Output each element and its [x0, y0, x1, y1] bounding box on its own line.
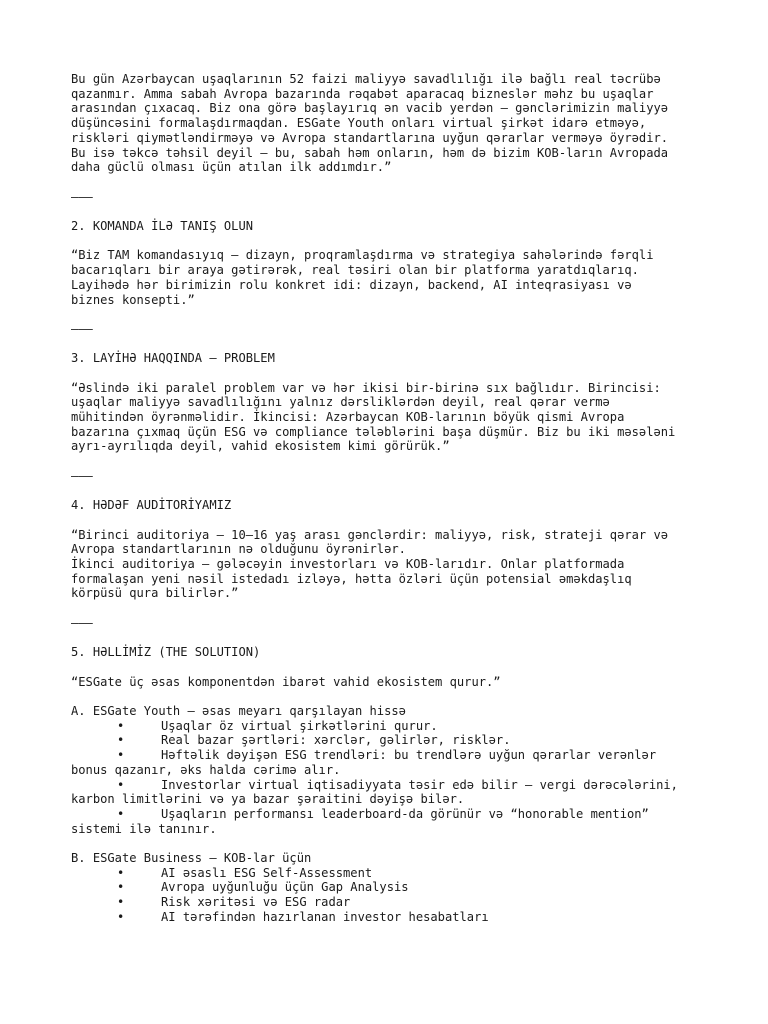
list-item-text: Risk xəritəsi və ESG radar: [161, 895, 351, 910]
text-line: formalaşan yeni nəsil istedadı izləyə, hətta özləri üçün potensial əməkdaşlıq: [71, 571, 632, 586]
text-line: qazanmır. Amma sabah Avropa bazarında rəqabət aparacaq bizneslər məhz bu uşaqlar: [71, 86, 654, 101]
text-line: daha güclü olması üçün atılan ilk addımdır.”: [71, 160, 392, 175]
list-item-text: AI əsaslı ESG Self-Assessment: [161, 865, 373, 880]
list-item: [71, 866, 711, 881]
subsection-title-youth: A. ESGate Youth — əsas meyarı qarşılayan hissə: [71, 704, 406, 719]
text-line: biznes konsepti.”: [71, 292, 195, 307]
list-item: [71, 807, 711, 822]
solution-lead: “ESGate üç əsas komponentdən ibarət vahid ekosistem qurur.”: [71, 674, 501, 689]
bullet-icon: •: [117, 880, 125, 895]
text-line: Avropa standartlarının nə olduğunu öyrənirlər.: [71, 542, 406, 557]
list-item-text: Həftəlik dəyişən ESG trendləri: bu trendlərə uyğun qərarlar verənlər: [161, 748, 657, 763]
youth-bullet-list: [71, 719, 711, 837]
bullet-icon: •: [117, 718, 125, 733]
section-divider: ———: [71, 468, 93, 483]
text-line: “Biz TAM komandasıyıq — dizayn, proqramlaşdırma və strategiya sahələrində fərqli: [71, 248, 654, 263]
text-line: “Əslində iki paralel problem var və hər ikisi bir-birinə sıx bağlıdır. Birincisi:: [71, 380, 661, 395]
text-line: riskləri qiymətləndirməyə və Avropa standartlarına uyğun qərarlar verməyə öyrədir.: [71, 130, 669, 145]
business-bullet-list: [71, 866, 711, 925]
text-line: düşüncəsini formalaşdırmaqdan. ESGate Youth onları virtual şirkət idarə etməyə,: [71, 116, 647, 131]
list-item-continuation: sistemi ilə tanınır.: [71, 821, 217, 836]
section-heading: 3. LAYİHƏ HAQQINDA – PROBLEM: [71, 351, 275, 366]
section-heading: 5. HƏLLİMİZ (THE SOLUTION): [71, 645, 261, 660]
text-line: Layihədə hər birimizin rolu konkret idi: dizayn, backend, AI inteqrasiyası və: [71, 277, 632, 292]
section-divider: ———: [71, 615, 93, 630]
section-heading: 2. KOMANDA İLƏ TANIŞ OLUN: [71, 219, 254, 233]
list-item: [71, 910, 711, 925]
list-item-text: Investorlar virtual iqtisadiyyata təsir edə bilir — vergi dərəcələrini,: [161, 777, 678, 792]
text-line: Bu gün Azərbaycan uşaqlarının 52 faizi maliyyə savadlılığı ilə bağlı real təcrübə: [71, 72, 661, 86]
bullet-icon: •: [117, 733, 125, 748]
list-item-continuation: karbon limitlərini və ya bazar şəraitini dəyişə bilər.: [71, 792, 465, 807]
text-line: bazarına çıxmaq üçün ESG və compliance tələblərini başa düşmür. Biz bu iki məsələni: [71, 424, 676, 439]
bullet-icon: •: [117, 865, 125, 880]
bullet-icon: •: [117, 806, 125, 821]
text-line: Bu isə təkcə təhsil deyil — bu, sabah həm onların, həm də bizim KOB-ların Avropada: [71, 145, 669, 160]
list-item-text: Avropa uyğunluğu üçün Gap Analysis: [161, 880, 409, 895]
text-line: bacarıqları bir araya gətirərək, real təsiri olan bir platforma yaratdıqlarıq.: [71, 263, 639, 278]
subsection-title-business: B. ESGate Business — KOB-lar üçün: [71, 851, 312, 866]
section-heading: 4. HƏDƏF AUDİTORİYAMIZ: [71, 498, 232, 513]
section-audience: [71, 498, 711, 601]
list-item-text: Uşaqların performansı leaderboard-da görünür və “honorable mention”: [161, 806, 649, 821]
bullet-icon: •: [117, 909, 125, 924]
section-problem: [71, 351, 711, 454]
list-item: [71, 719, 711, 734]
text-line: körpüsü qura bilirlər.”: [71, 586, 239, 601]
list-item: [71, 880, 711, 895]
list-item-text: Uşaqlar öz virtual şirkətlərini qurur.: [161, 718, 438, 733]
text-line: mühitindən öyrənməlidir. İkincisi: Azərbaycan KOB-larının böyük qismi Avropa: [71, 410, 625, 425]
list-item-continuation: bonus qazanır, əks halda cərimə alır.: [71, 762, 341, 777]
bullet-icon: •: [117, 748, 125, 763]
section-divider: ———: [71, 189, 93, 204]
list-item-text: Real bazar şərtləri: xərclər, gəlirlər, risklər.: [161, 733, 511, 748]
list-item: [71, 733, 711, 748]
intro-paragraph: [71, 72, 711, 175]
section-team: [71, 219, 711, 307]
list-item: [71, 778, 711, 793]
list-item: [71, 895, 711, 910]
list-item-text: AI tərəfindən hazırlanan investor hesabatları: [161, 909, 489, 924]
bullet-icon: •: [117, 777, 125, 792]
section-divider: ———: [71, 321, 93, 336]
text-line: “Birinci auditoriya — 10–16 yaş arası gənclərdir: maliyyə, risk, strateji qərar və: [71, 527, 669, 542]
text-line: arasından çıxacaq. Biz ona görə başlayırıq ən vacib yerdən — gənclərimizin maliyyə: [71, 101, 669, 116]
bullet-icon: •: [117, 895, 125, 910]
text-line: ayrı-ayrılıqda deyil, vahid ekosistem kimi görürük.”: [71, 439, 450, 454]
text-line: uşaqlar maliyyə savadlılığını yalnız dərsliklərdən deyil, real qərar vermə: [71, 395, 610, 410]
text-line: İkinci auditoriya — gələcəyin investorları və KOB-larıdır. Onlar platformada: [71, 557, 625, 572]
list-item: [71, 748, 711, 763]
document-page: [71, 72, 711, 925]
section-solution: [71, 645, 711, 924]
